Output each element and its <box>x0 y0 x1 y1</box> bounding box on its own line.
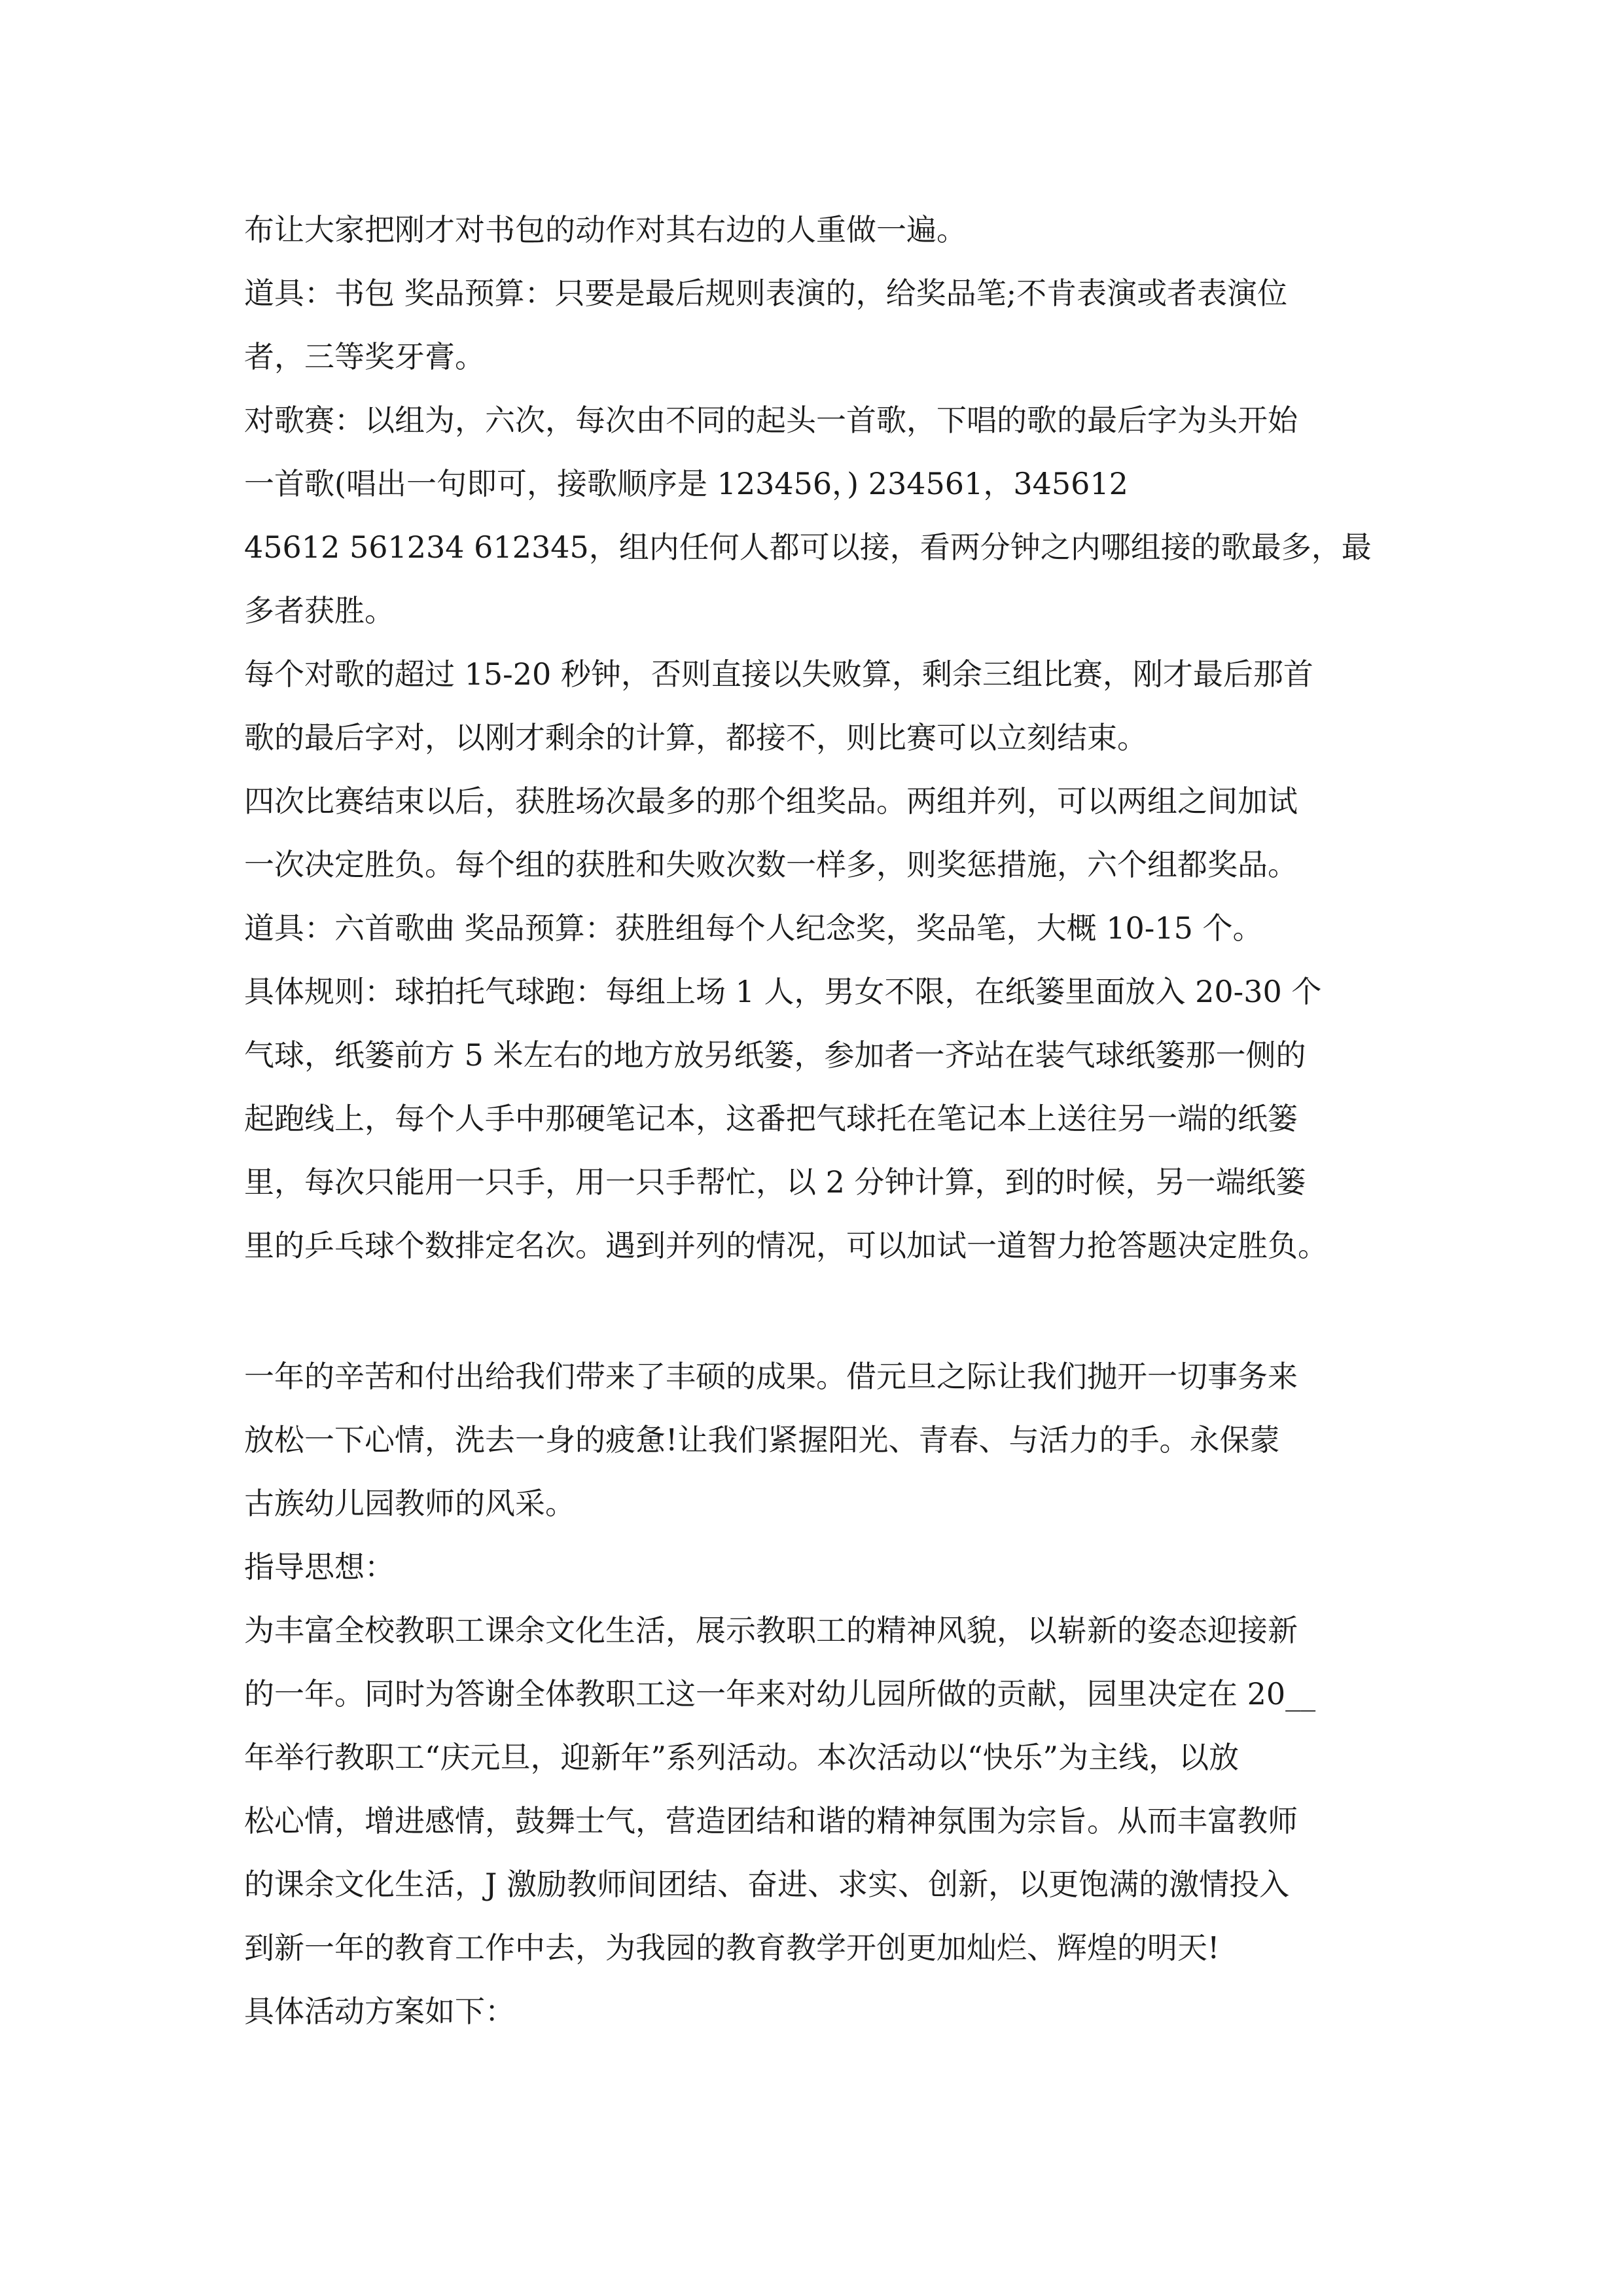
text-line: 的课余文化生活，J 激励教师间团结、奋进、求实、创新，以更饱满的激情投入 <box>244 1867 1290 1902</box>
text-line: 古族幼儿园教师的风采。 <box>244 1486 575 1521</box>
text-line: 歌的最后字对，以刚才剩余的计算，都接不，则比赛可以立刻结束。 <box>244 720 1147 755</box>
text-line: 具体规则：球拍托气球跑：每组上场 1 人，男女不限，在纸篓里面放入 20-30 个 <box>244 974 1322 1009</box>
text-line: 松心情，增进感情，鼓舞士气，营造团结和谐的精神氛围为宗旨。从而丰富教师 <box>244 1803 1298 1839</box>
text-line: 到新一年的教育工作中去，为我园的教育教学开创更加灿烂、辉煌的明天! <box>244 1930 1220 1965</box>
text-line: 里的乒乓球个数排定名次。遇到并列的情况，可以加试一道智力抢答题决定胜负。 <box>244 1228 1328 1263</box>
text-line: 每个对歌的超过 15-20 秒钟，否则直接以失败算，剩余三组比赛，刚才最后那首 <box>244 656 1313 692</box>
text-line: 里，每次只能用一只手，用一只手帮忙，以 2 分钟计算，到的时候，另一端纸篓 <box>244 1164 1306 1200</box>
text-line: 道具：书包 奖品预算：只要是最后规则表演的，给奖品笔;不肯表演或者表演位 <box>244 276 1288 311</box>
text-line: 道具：六首歌曲 奖品预算：获胜组每个人纪念奖，奖品笔，大概 10-15 个。 <box>244 910 1263 946</box>
text-line: 一年的辛苦和付出给我们带来了丰硕的成果。借元旦之际让我们抛开一切事务来 <box>244 1359 1298 1394</box>
activity-rules-section <box>244 198 1396 1278</box>
text-line: 放松一下心情，洗去一身的疲惫!让我们紧握阳光、青春、与活力的手。永保蒙 <box>244 1422 1280 1458</box>
text-line: 为丰富全校教职工课余文化生活，展示教职工的精神风貌，以崭新的姿态迎接新 <box>244 1613 1298 1648</box>
text-line: 一次决定胜负。每个组的获胜和失败次数一样多，则奖惩措施，六个组都奖品。 <box>244 847 1298 882</box>
new-year-plan-section <box>244 1345 1396 2043</box>
text-line: 对歌赛：以组为，六次，每次由不同的起头一首歌，下唱的歌的最后字为头开始 <box>244 403 1298 438</box>
section-heading: 具体活动方案如下： <box>244 1994 515 2029</box>
section-heading: 指导思想： <box>244 1549 395 1585</box>
text-line: 一首歌(唱出一句即可，接歌顺序是 123456，) 234561，345612 <box>244 466 1128 501</box>
text-line: 布让大家把刚才对书包的动作对其右边的人重做一遍。 <box>244 212 967 247</box>
text-line: 的一年。同时为答谢全体教职工这一年来对幼儿园所做的贡献，园里决定在 20__ <box>244 1676 1316 1712</box>
text-line: 起跑线上，每个人手中那硬笔记本，这番把气球托在笔记本上送往另一端的纸篓 <box>244 1101 1298 1136</box>
text-line: 四次比赛结束以后，获胜场次最多的那个组奖品。两组并列，可以两组之间加试 <box>244 783 1298 819</box>
text-line: 45612 561234 612345，组内任何人都可以接，看两分钟之内哪组接的歌最多，最 <box>244 529 1372 565</box>
text-line: 多者获胜。 <box>244 593 395 628</box>
text-line: 年举行教职工“庆元旦，迎新年”系列活动。本次活动以“快乐”为主线，以放 <box>244 1740 1240 1775</box>
text-line: 气球，纸篓前方 5 米左右的地方放另纸篓，参加者一齐站在装气球纸篓那一侧的 <box>244 1037 1306 1073</box>
text-line: 者，三等奖牙膏。 <box>244 339 485 374</box>
